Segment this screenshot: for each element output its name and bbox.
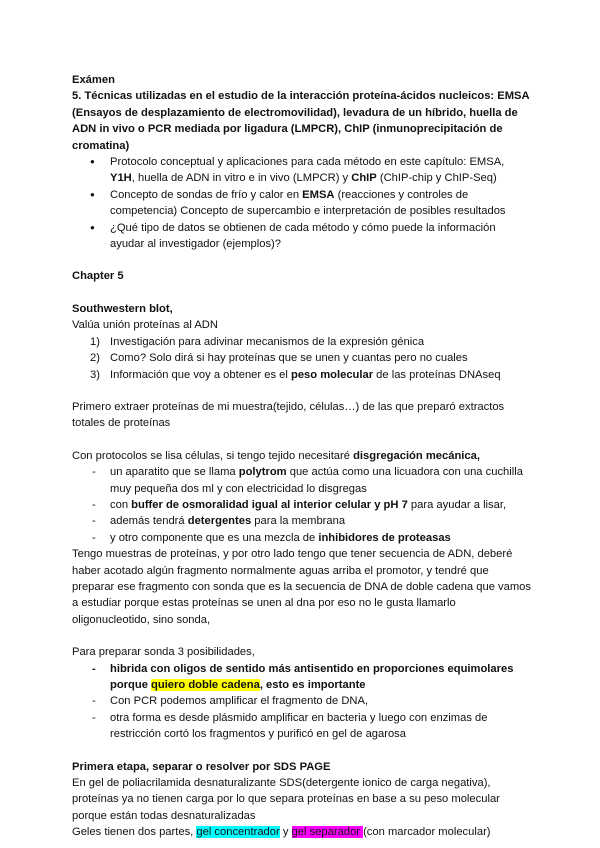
lysis-intro: Con protocolos se lisa células, si tengo tejido necesitaré disgregación mecánica, bbox=[72, 449, 480, 462]
highlight-cyan: gel concentrador bbox=[196, 826, 280, 839]
list-item: 2) Como? Solo dirá si hay proteínas que se unen y cuantas pero no cuales bbox=[90, 352, 468, 365]
exam-title: Exámen bbox=[72, 74, 115, 86]
list-item: 3) Información que voy a obtener es el peso molecular de las proteínas DNAseq bbox=[90, 368, 501, 381]
lysis-list bbox=[72, 464, 532, 546]
southwestern-heading: Southwestern blot, bbox=[72, 302, 173, 315]
list-item: - un aparatito que se llama polytrom que actúa como una licuadora con una cuchilla muy pequeña dos ml y con electricidad lo disgregas bbox=[72, 464, 532, 497]
chapter-heading: Chapter 5 bbox=[72, 270, 124, 283]
stage1-heading: Primera etapa, separar o resolver por SDS PAGE bbox=[72, 760, 331, 773]
paragraph-dna-probe: Tengo muestras de proteínas, y por otro lado tengo que tener secuencia de ADN, deberé haber acotado algún fragmento normalmente aguas arriba el promotor, y tendré que preparar ese fragmento con sonda que es la secuencia de DNA de doble cadena que vamos a estudiar porque estas proteínas se unen al dna por eso no le gusta llamarlo oligonucleotido, sino sonda, bbox=[72, 548, 531, 626]
list-item: 1) Investigación para adivinar mecanismos de la expresión génica bbox=[90, 335, 425, 348]
paragraph-extract-proteins: Primero extraer proteínas de mi muestra(tejido, células…) de las que preparó extractos totales de proteínas bbox=[72, 400, 505, 430]
document-page bbox=[72, 72, 532, 841]
southwestern-list bbox=[72, 334, 532, 383]
highlight-magenta: gel separador bbox=[291, 826, 364, 839]
probe-list bbox=[72, 661, 532, 743]
list-item: - además tendrá detergentes para la membrana bbox=[72, 513, 532, 529]
section-5-bullets bbox=[72, 154, 532, 252]
stage1-paragraph: En gel de poliacrilamida desnaturalizante SDS(detergente ionico de carga negativa), proteínas ya no tienen carga por lo que separa proteínas en base a su peso molecular porque están todas desnaturalizadas bbox=[72, 777, 500, 822]
stage1-gels: Geles tienen dos partes, gel concentrador y gel separador (con marcador molecular) bbox=[72, 826, 491, 839]
list-item: ● Concepto de sondas de frío y calor en EMSA (reacciones y controles de competencia) Concepto de supercambio e interpretación de posibles resultados bbox=[72, 187, 532, 220]
list-item: - otra forma es desde plásmido amplificar en bacteria y luego con enzimas de restricción cortó los fragmentos y purificó en gel de agarosa bbox=[72, 710, 532, 743]
highlight-yellow: quiero doble cadena bbox=[151, 679, 260, 691]
list-item: - y otro componente que es una mezcla de inhibidores de proteasas bbox=[72, 530, 532, 546]
list-item: ● ¿Qué tipo de datos se obtienen de cada método y cómo puede la información ayudar al investigador (ejemplos)? bbox=[72, 220, 532, 253]
list-item: - hibrida con oligos de sentido más antisentido en proporciones equimolares porque quiero doble cadena, esto es importante bbox=[72, 661, 532, 694]
section-5-heading: 5. Técnicas utilizadas en el estudio de la interacción proteína-ácidos nucleicos: EMSA (Ensayos de desplazamiento de electromovilidad), levadura de un híbrido, huella de ADN in vivo o PCR mediada por ligadura (LMPCR), ChIP (inmunoprecipitación de cromatina) bbox=[72, 90, 530, 152]
list-item: - Con PCR podemos amplificar el fragmento de DNA, bbox=[72, 693, 532, 709]
probe-intro: Para preparar sonda 3 posibilidades, bbox=[72, 646, 255, 659]
list-item: ● Protocolo conceptual y aplicaciones para cada método en este capítulo: EMSA, Y1H, huella de ADN in vitro e in vivo (LMPCR) y ChIP (ChIP-chip y ChIP-Seq) bbox=[72, 154, 532, 187]
list-item: - con buffer de osmoralidad igual al interior celular y pH 7 para ayudar a lisar, bbox=[72, 497, 532, 513]
southwestern-intro: Valúa unión proteínas al ADN bbox=[72, 319, 218, 332]
